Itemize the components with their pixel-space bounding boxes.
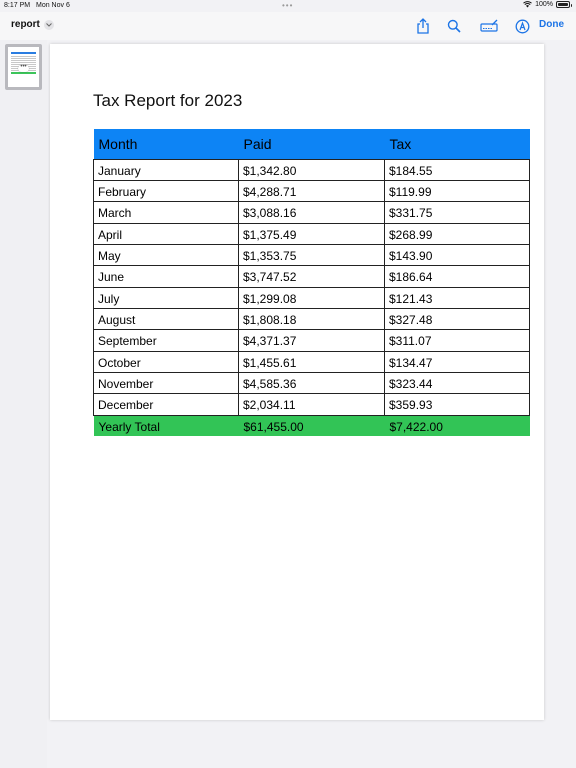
total-label: Yearly Total bbox=[94, 415, 239, 436]
table-row bbox=[94, 266, 530, 287]
table-row bbox=[94, 159, 530, 180]
cell-paid: $4,288.71 bbox=[239, 180, 385, 201]
cell-tax: $323.44 bbox=[385, 372, 530, 393]
table-row bbox=[94, 372, 530, 393]
total-row bbox=[94, 415, 530, 436]
cell-tax: $331.75 bbox=[385, 202, 530, 223]
signature-icon[interactable] bbox=[479, 18, 499, 34]
table-row bbox=[94, 223, 530, 244]
thumbnail-page-preview bbox=[8, 47, 39, 87]
share-icon[interactable] bbox=[415, 18, 431, 34]
cell-month: February bbox=[94, 180, 239, 201]
status-bar bbox=[0, 0, 576, 12]
cell-paid: $1,375.49 bbox=[239, 223, 385, 244]
cell-month: November bbox=[94, 372, 239, 393]
table-row bbox=[94, 330, 530, 351]
battery-percent: 100% bbox=[535, 1, 553, 8]
cell-paid: $4,585.36 bbox=[239, 372, 385, 393]
cell-month: December bbox=[94, 394, 239, 415]
table-row bbox=[94, 394, 530, 415]
cell-month: August bbox=[94, 308, 239, 329]
cell-tax: $268.99 bbox=[385, 223, 530, 244]
document-title-menu[interactable] bbox=[11, 19, 54, 30]
cell-month: January bbox=[94, 159, 239, 180]
cell-month: June bbox=[94, 266, 239, 287]
tax-table bbox=[93, 129, 530, 436]
table-row bbox=[94, 180, 530, 201]
search-icon[interactable] bbox=[446, 18, 462, 34]
cell-paid: $1,808.18 bbox=[239, 308, 385, 329]
cell-tax: $121.43 bbox=[385, 287, 530, 308]
table-row bbox=[94, 351, 530, 372]
column-header-month: Month bbox=[94, 129, 239, 159]
status-date: Mon Nov 6 bbox=[36, 2, 70, 9]
total-paid: $61,455.00 bbox=[239, 415, 385, 436]
cell-month: April bbox=[94, 223, 239, 244]
document-title: report bbox=[11, 19, 40, 30]
table-header-row bbox=[94, 129, 530, 159]
cell-tax: $311.07 bbox=[385, 330, 530, 351]
table-body bbox=[94, 159, 530, 436]
document-page bbox=[50, 44, 544, 720]
cell-paid: $4,371.37 bbox=[239, 330, 385, 351]
table-row bbox=[94, 287, 530, 308]
cell-tax: $119.99 bbox=[385, 180, 530, 201]
battery-icon bbox=[556, 1, 570, 8]
table-row bbox=[94, 202, 530, 223]
wifi-icon bbox=[523, 1, 532, 8]
column-header-paid: Paid bbox=[239, 129, 385, 159]
column-header-tax: Tax bbox=[385, 129, 530, 159]
cell-paid: $2,034.11 bbox=[239, 394, 385, 415]
chevron-down-icon[interactable] bbox=[44, 20, 54, 30]
multitasking-dots-icon[interactable]: ••• bbox=[282, 1, 294, 10]
markup-icon[interactable] bbox=[514, 18, 530, 34]
cell-month: March bbox=[94, 202, 239, 223]
cell-tax: $327.48 bbox=[385, 308, 530, 329]
cell-paid: $1,299.08 bbox=[239, 287, 385, 308]
cell-month: October bbox=[94, 351, 239, 372]
document-viewer[interactable] bbox=[47, 40, 576, 768]
total-tax: $7,422.00 bbox=[385, 415, 530, 436]
status-time: 8:17 PM bbox=[4, 2, 31, 9]
cell-tax: $184.55 bbox=[385, 159, 530, 180]
done-button[interactable]: Done bbox=[539, 19, 564, 30]
thumbnail-total-bar bbox=[11, 72, 36, 74]
cell-paid: $3,747.52 bbox=[239, 266, 385, 287]
cell-paid: $1,455.61 bbox=[239, 351, 385, 372]
status-indicators bbox=[523, 1, 570, 8]
cell-paid: $3,088.16 bbox=[239, 202, 385, 223]
thumbnail-sidebar bbox=[0, 40, 47, 768]
more-options-icon[interactable]: ••• bbox=[18, 65, 29, 72]
toolbar bbox=[0, 12, 576, 40]
cell-month: May bbox=[94, 244, 239, 265]
cell-month: September bbox=[94, 330, 239, 351]
page-thumbnail[interactable] bbox=[5, 44, 42, 90]
cell-month: July bbox=[94, 287, 239, 308]
table-row bbox=[94, 308, 530, 329]
cell-paid: $1,353.75 bbox=[239, 244, 385, 265]
cell-paid: $1,342.80 bbox=[239, 159, 385, 180]
cell-tax: $359.93 bbox=[385, 394, 530, 415]
cell-tax: $134.47 bbox=[385, 351, 530, 372]
cell-tax: $186.64 bbox=[385, 266, 530, 287]
report-title: Tax Report for 2023 bbox=[93, 91, 243, 110]
table-row bbox=[94, 244, 530, 265]
thumbnail-header-bar bbox=[11, 52, 36, 54]
cell-tax: $143.90 bbox=[385, 244, 530, 265]
